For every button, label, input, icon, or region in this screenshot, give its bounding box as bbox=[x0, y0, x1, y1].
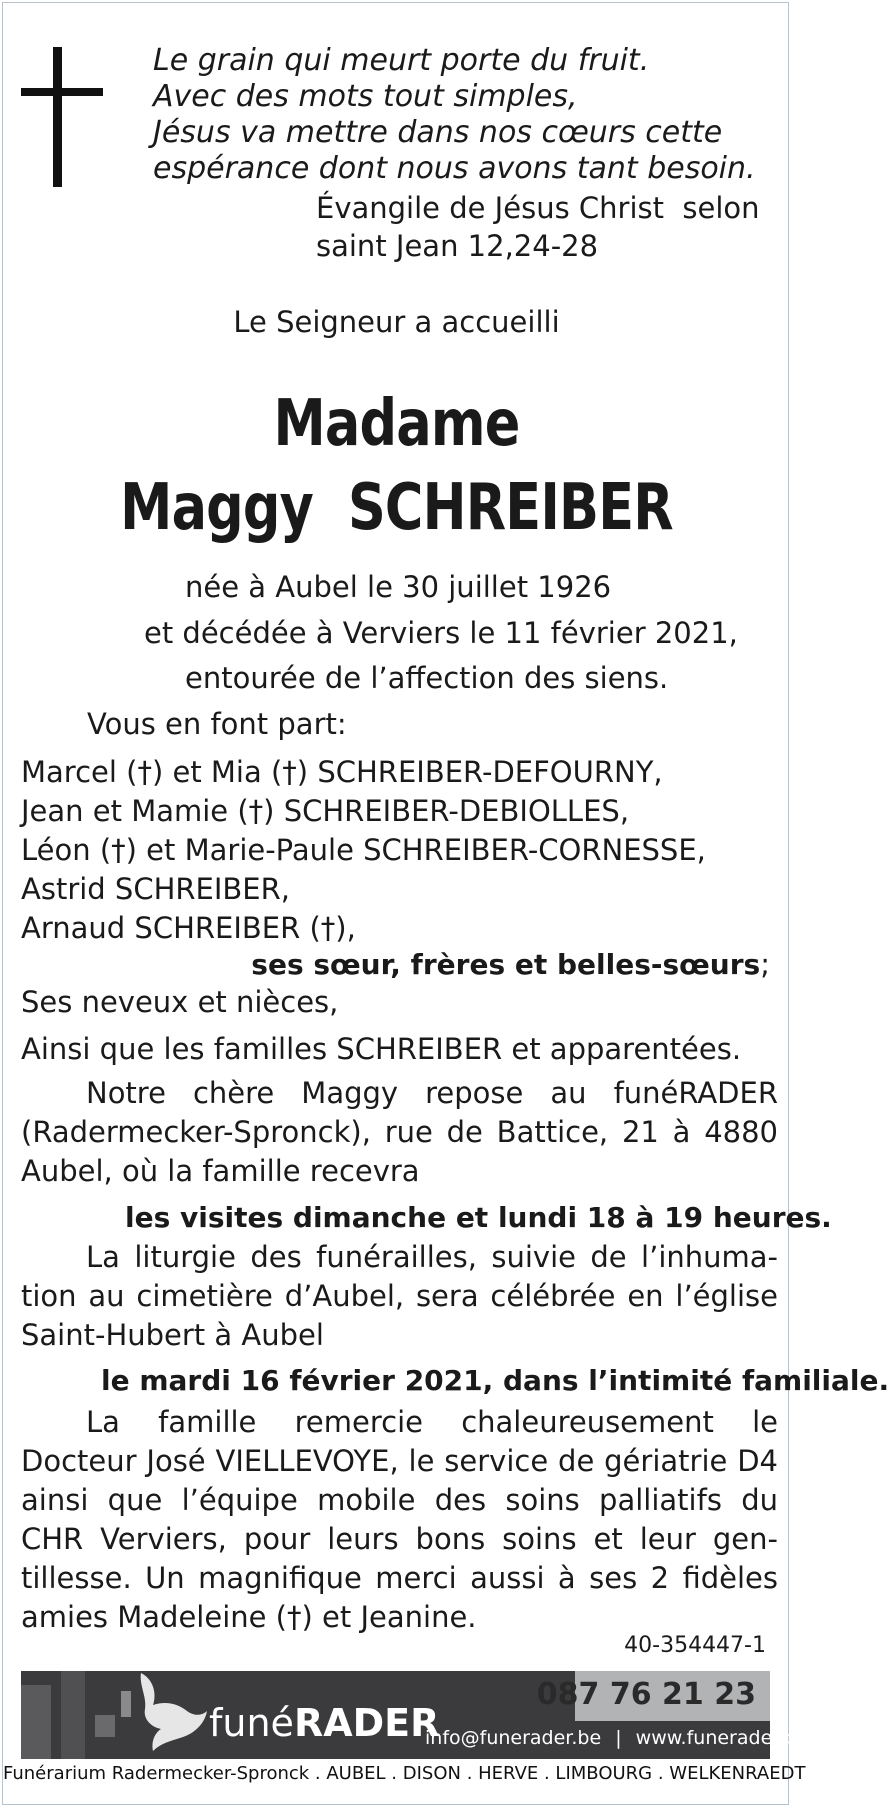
family-member: Astrid SCHREIBER, bbox=[21, 872, 291, 906]
family-member: Léon (†) et Marie-Paule SCHREIBER-CORNESSE, bbox=[21, 833, 706, 867]
family-member: Jean et Mamie (†) SCHREIBER-DEBIOLLES, bbox=[21, 794, 630, 828]
thanks-line: CHR Verviers, pour leurs bons soins et leur gen- bbox=[21, 1522, 778, 1556]
liturgy-line: Saint-Hubert à Aubel bbox=[21, 1318, 324, 1352]
cross-icon-bar bbox=[21, 88, 103, 96]
thanks-line: Docteur José VIELLEVOYE, le service de gériatrie D4 bbox=[21, 1444, 778, 1478]
phone-number[interactable]: 087 76 21 23 bbox=[536, 1677, 756, 1712]
decor-square bbox=[61, 1671, 85, 1759]
thanks-line: amies Madeleine (†) et Jeanine. bbox=[21, 1600, 477, 1634]
decor-square bbox=[21, 1685, 51, 1759]
brand-prefix: funé bbox=[209, 1701, 294, 1745]
quote-line: Le grain qui meurt porte du fruit. bbox=[153, 43, 650, 78]
intro-text: Le Seigneur a accueilli bbox=[233, 305, 560, 339]
death-line: et décédée à Verviers le 11 février 2021, bbox=[144, 616, 738, 650]
rest-line: Notre chère Maggy repose au funéRADER bbox=[86, 1076, 778, 1110]
thanks-paragraph bbox=[21, 1403, 778, 1637]
quote-line: Jésus va mettre dans nos cœurs cette bbox=[153, 115, 723, 150]
website-link[interactable]: www.funerader.be bbox=[635, 1727, 809, 1749]
decor-square bbox=[95, 1715, 115, 1737]
family-relation-text: ses sœur, frères et belles-sœurs bbox=[251, 948, 761, 981]
quote-line: Avec des mots tout simples, bbox=[153, 79, 578, 114]
families-line: Ainsi que les familles SCHREIBER et apparentées. bbox=[21, 1032, 742, 1066]
quote-source bbox=[316, 189, 760, 265]
phone-box bbox=[536, 1671, 770, 1721]
family-member: Arnaud SCHREIBER (†), bbox=[21, 911, 356, 945]
rest-line: Aubel, où la famille recevra bbox=[21, 1154, 420, 1188]
birth-line: née à Aubel le 30 juillet 1926 bbox=[185, 570, 612, 604]
family-member: Marcel (†) et Mia (†) SCHREIBER-DEFOURNY, bbox=[21, 755, 663, 789]
locations-line: Funérarium Radermecker-Spronck . AUBEL . DISON . HERVE . LIMBOURG . WELKENRAEDT bbox=[3, 1763, 806, 1784]
quote-source-line: Évangile de Jésus Christ selon bbox=[316, 191, 760, 225]
email-link[interactable]: info@funerader.be bbox=[425, 1727, 602, 1749]
quote-source-line: saint Jean 12,24-28 bbox=[316, 229, 599, 263]
liturgy-paragraph bbox=[21, 1238, 778, 1355]
deceased-name: Maggy SCHREIBER bbox=[120, 471, 673, 545]
family-relation-end: ; bbox=[760, 947, 770, 981]
thanks-line: ainsi que l’équipe mobile des soins palliatifs du bbox=[21, 1483, 778, 1517]
contact-line bbox=[425, 1727, 808, 1749]
obituary-page bbox=[2, 2, 889, 1805]
dove-icon bbox=[131, 1671, 209, 1759]
thanks-line: tillesse. Un magnifique merci aussi à ses 2 fidèles bbox=[21, 1561, 778, 1595]
rest-paragraph bbox=[21, 1074, 778, 1191]
liturgy-line: La liturgie des funérailles, suivie de l’inhuma- bbox=[86, 1240, 778, 1274]
brand-name: RADER bbox=[293, 1701, 440, 1745]
thanks-line: La famille remercie chaleureusement le bbox=[86, 1405, 778, 1439]
family-relation bbox=[251, 945, 770, 984]
decor-square bbox=[121, 1691, 131, 1717]
footer-banner bbox=[21, 1671, 809, 1759]
contact-separator: | bbox=[615, 1727, 622, 1749]
quote-line: espérance dont nous avons tant besoin. bbox=[153, 151, 756, 186]
cross-icon bbox=[53, 47, 62, 187]
reference-number: 40-354447-1 bbox=[624, 1633, 766, 1658]
announce-line: Vous en font part: bbox=[87, 707, 347, 741]
visits-line: les visites dimanche et lundi 18 à 19 heures. bbox=[125, 1201, 832, 1234]
liturgy-line: tion au cimetière d’Aubel, sera célébrée en l’église bbox=[21, 1279, 778, 1313]
ceremony-line: le mardi 16 février 2021, dans l’intimité familiale. bbox=[101, 1364, 889, 1397]
family-list bbox=[21, 753, 706, 948]
deceased-title: Madame bbox=[273, 387, 520, 461]
rest-line: (Radermecker-Spronck), rue de Battice, 21 à 4880 bbox=[21, 1115, 778, 1149]
surrounded-line: entourée de l’affection des siens. bbox=[185, 661, 669, 695]
brand-logo bbox=[209, 1701, 439, 1745]
scripture-quote bbox=[153, 43, 756, 187]
nephews-line: Ses neveux et nièces, bbox=[21, 985, 339, 1019]
